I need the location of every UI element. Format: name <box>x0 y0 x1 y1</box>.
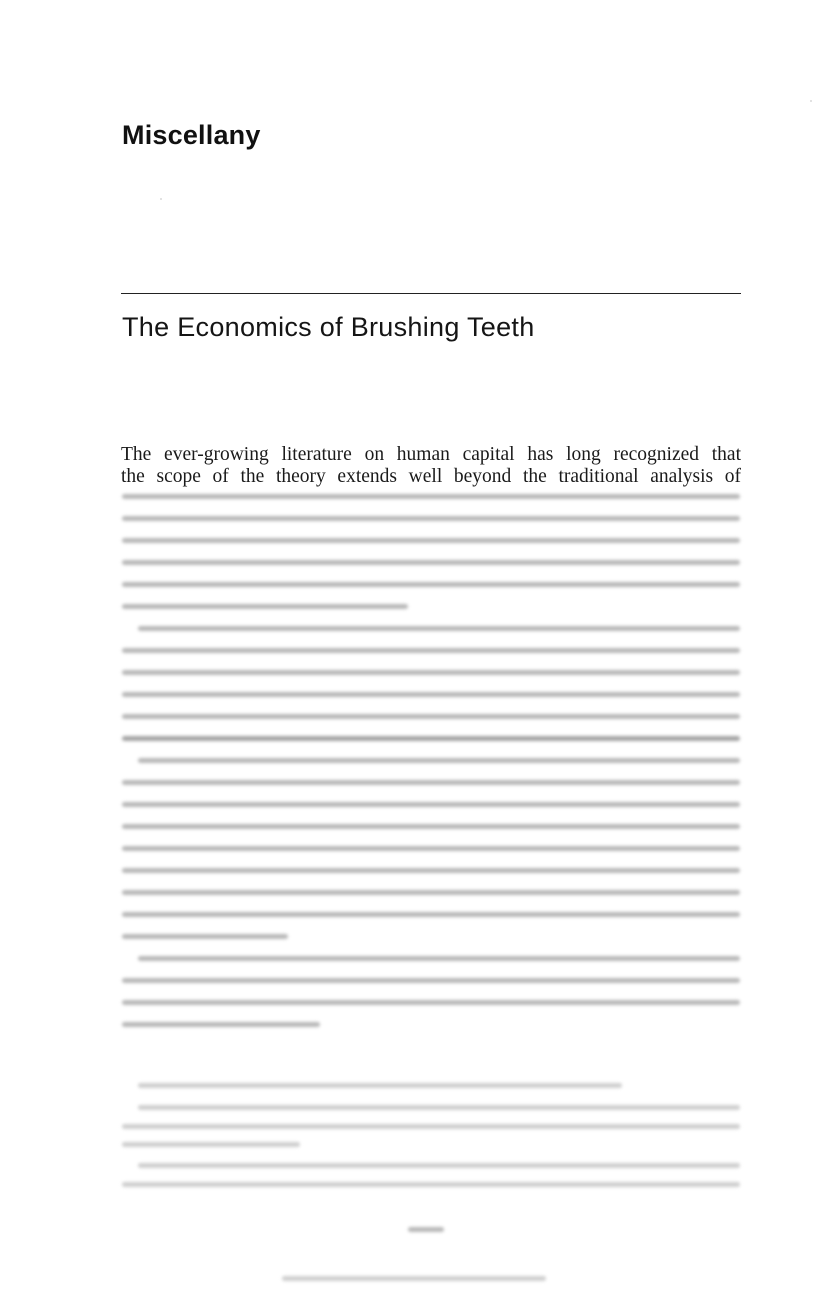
blurred-text-line <box>122 494 740 499</box>
blurred-text-line <box>122 692 740 697</box>
body-line-1: The ever-growing literature on human capital has long recognized that <box>121 444 741 465</box>
blurred-text-line <box>122 978 740 983</box>
blurred-text-line <box>122 780 740 785</box>
blurred-text-line <box>122 582 740 587</box>
blurred-text-line <box>122 846 740 851</box>
blurred-text-line <box>138 1163 740 1168</box>
blurred-text-line <box>122 824 740 829</box>
blurred-text-line <box>122 1182 740 1187</box>
blurred-text-line <box>122 670 740 675</box>
section-label: Miscellany <box>122 120 261 150</box>
blurred-text-line <box>122 648 740 653</box>
blurred-text-line <box>122 516 740 521</box>
blurred-text-line <box>122 736 740 741</box>
blurred-text-line <box>122 1142 300 1147</box>
blurred-text-line <box>122 868 740 873</box>
scan-speck <box>160 198 162 200</box>
blurred-text-line <box>122 1000 740 1005</box>
body-line-2: the scope of the theory extends well beyond the traditional analysis of <box>121 466 741 487</box>
blurred-text-line <box>122 560 740 565</box>
blurred-text-line <box>122 1022 320 1027</box>
blurred-text-line <box>122 912 740 917</box>
blurred-text-line <box>138 1083 622 1088</box>
blurred-text-line <box>408 1227 444 1232</box>
blurred-text-line <box>122 604 408 609</box>
blurred-text-line <box>122 538 740 543</box>
article-title: The Economics of Brushing Teeth <box>122 312 535 342</box>
blurred-text-line <box>122 890 740 895</box>
blurred-text-line <box>282 1276 546 1281</box>
blurred-text-line <box>122 1124 740 1129</box>
blurred-text-line <box>122 802 740 807</box>
blurred-text-line <box>122 934 288 939</box>
blurred-text-line <box>122 714 740 719</box>
blurred-text-line <box>138 1105 740 1110</box>
blurred-text-line <box>138 956 740 961</box>
scan-speck <box>810 100 812 102</box>
blurred-text-line <box>138 758 740 763</box>
blurred-text-line <box>138 626 740 631</box>
